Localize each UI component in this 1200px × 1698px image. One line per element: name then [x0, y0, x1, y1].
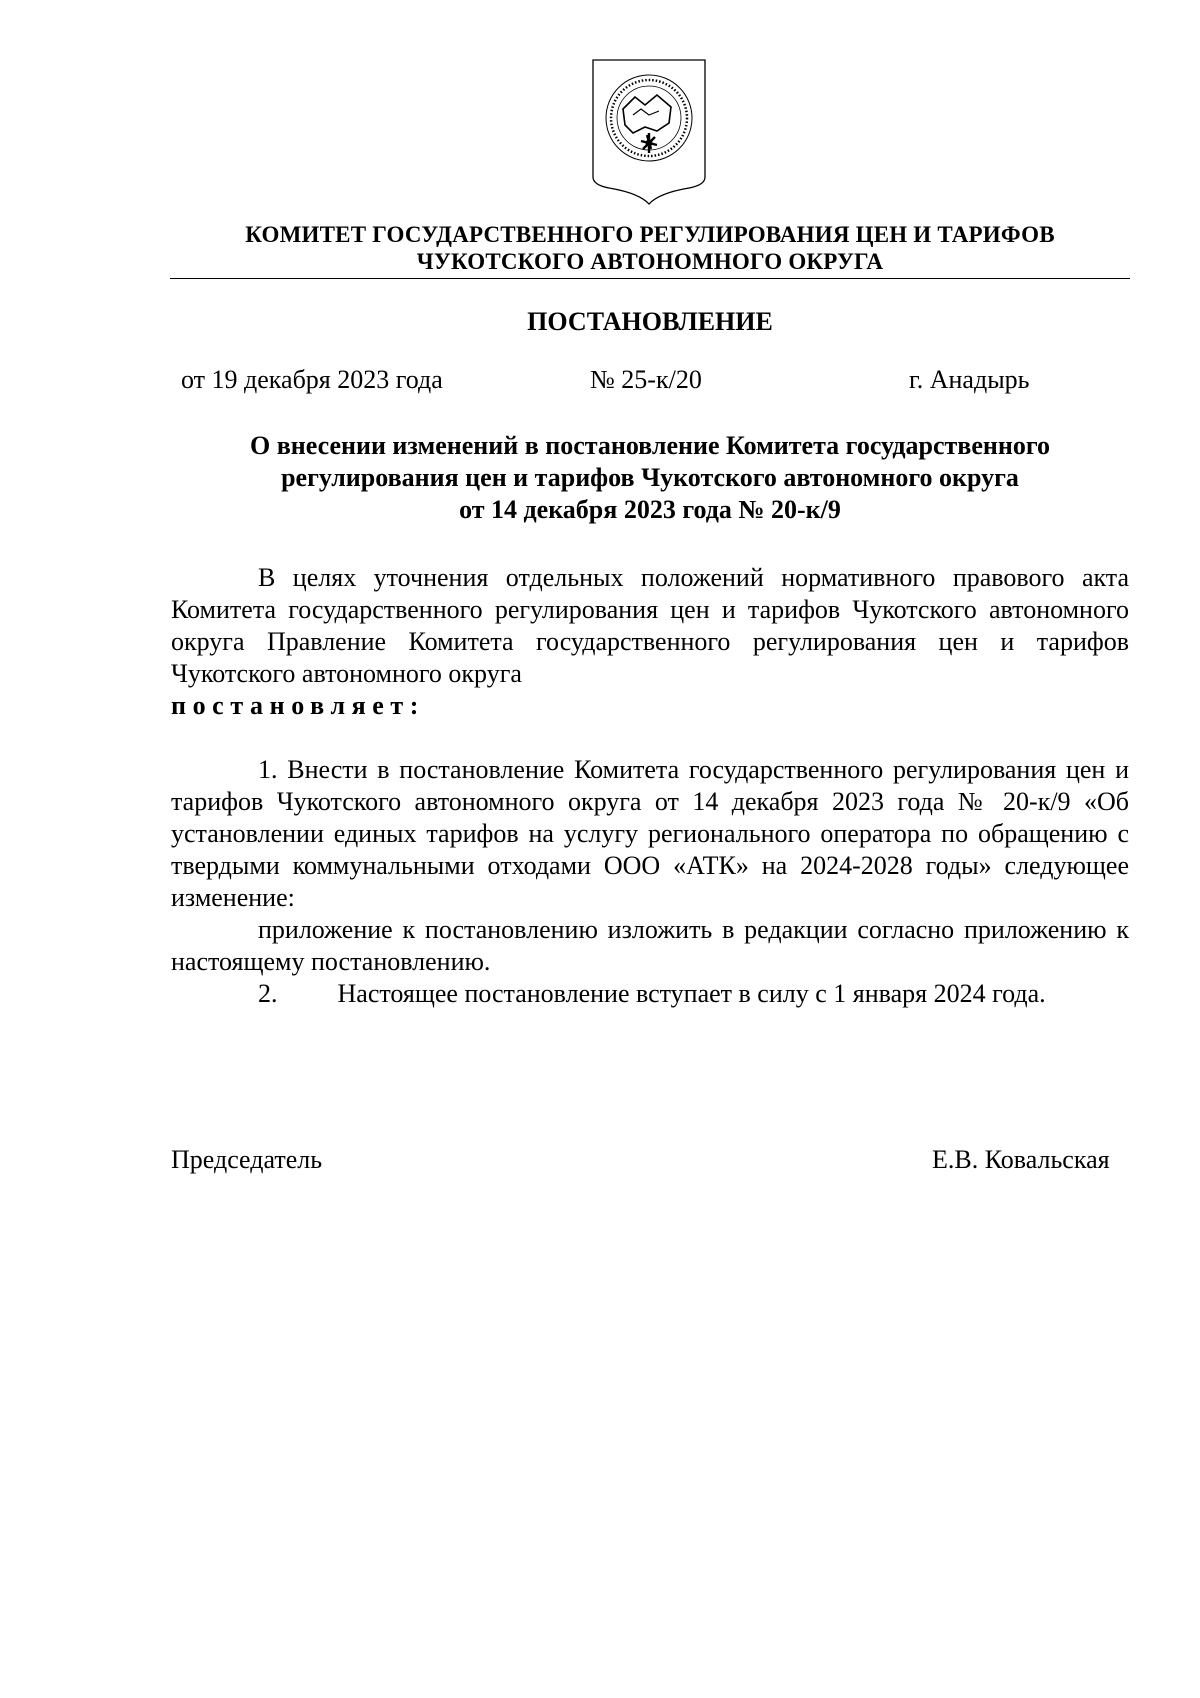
signatory-title: Председатель — [171, 1145, 323, 1174]
resolves-heading: постановляет: — [171, 691, 426, 720]
document-number: № 25-к/20 — [590, 365, 702, 394]
document-subject — [170, 430, 1130, 526]
document-date: от 19 декабря 2023 года — [181, 365, 443, 394]
committee-name-line1: КОМИТЕТ ГОСУДАРСТВЕННОГО РЕГУЛИРОВАНИЯ ЦЕН И ТАРИФОВ — [245, 222, 1055, 247]
item-2-number: 2. — [258, 979, 278, 1008]
subject-line2: регулирования цен и тарифов Чукотского автономного округа — [281, 463, 1019, 492]
item-1-paragraph: 1. Внести в постановление Комитета государственного регулирования цен и тарифов Чукотского автономного округа от 14 декабря 2023 года № 20-к/9 «Об установлении единых тарифов на услугу регионального оператора по обращению с твердыми коммунальными отходами ООО «АТК» на 2024-2028 годы» следующее изменение: — [171, 755, 1129, 912]
document-city: г. Анадырь — [909, 365, 1030, 394]
item-2-text: Настоящее постановление вступает в силу с 1 января 2024 года. — [337, 979, 1046, 1008]
preamble-paragraph: В целях уточнения отдельных положений нормативного правового акта Комитета государственного регулирования цен и тарифов Чукотского автономного округа Правление Комитета государственного регулирования цен и тарифов Чукотского автономного округа — [171, 563, 1129, 688]
subject-line1: О внесении изменений в постановление Комитета государственного — [249, 431, 1051, 460]
subject-line3: от 14 декабря 2023 года № 20-к/9 — [459, 495, 841, 524]
chukotka-coat-of-arms-icon — [589, 57, 709, 207]
item-2-paragraph — [258, 978, 1046, 1010]
header-divider — [170, 278, 1130, 279]
signatory-name: Е.В. Ковальская — [932, 1145, 1110, 1174]
item-1-amendment-paragraph: приложение к постановлению изложить в редакции согласно приложению к настоящему постановлению. — [171, 915, 1129, 976]
committee-name-line2: ЧУКОТСКОГО АВТОНОМНОГО ОКРУГА — [416, 249, 884, 274]
document-type-heading: ПОСТАНОВЛЕНИЕ — [527, 307, 773, 336]
committee-name — [170, 221, 1130, 275]
